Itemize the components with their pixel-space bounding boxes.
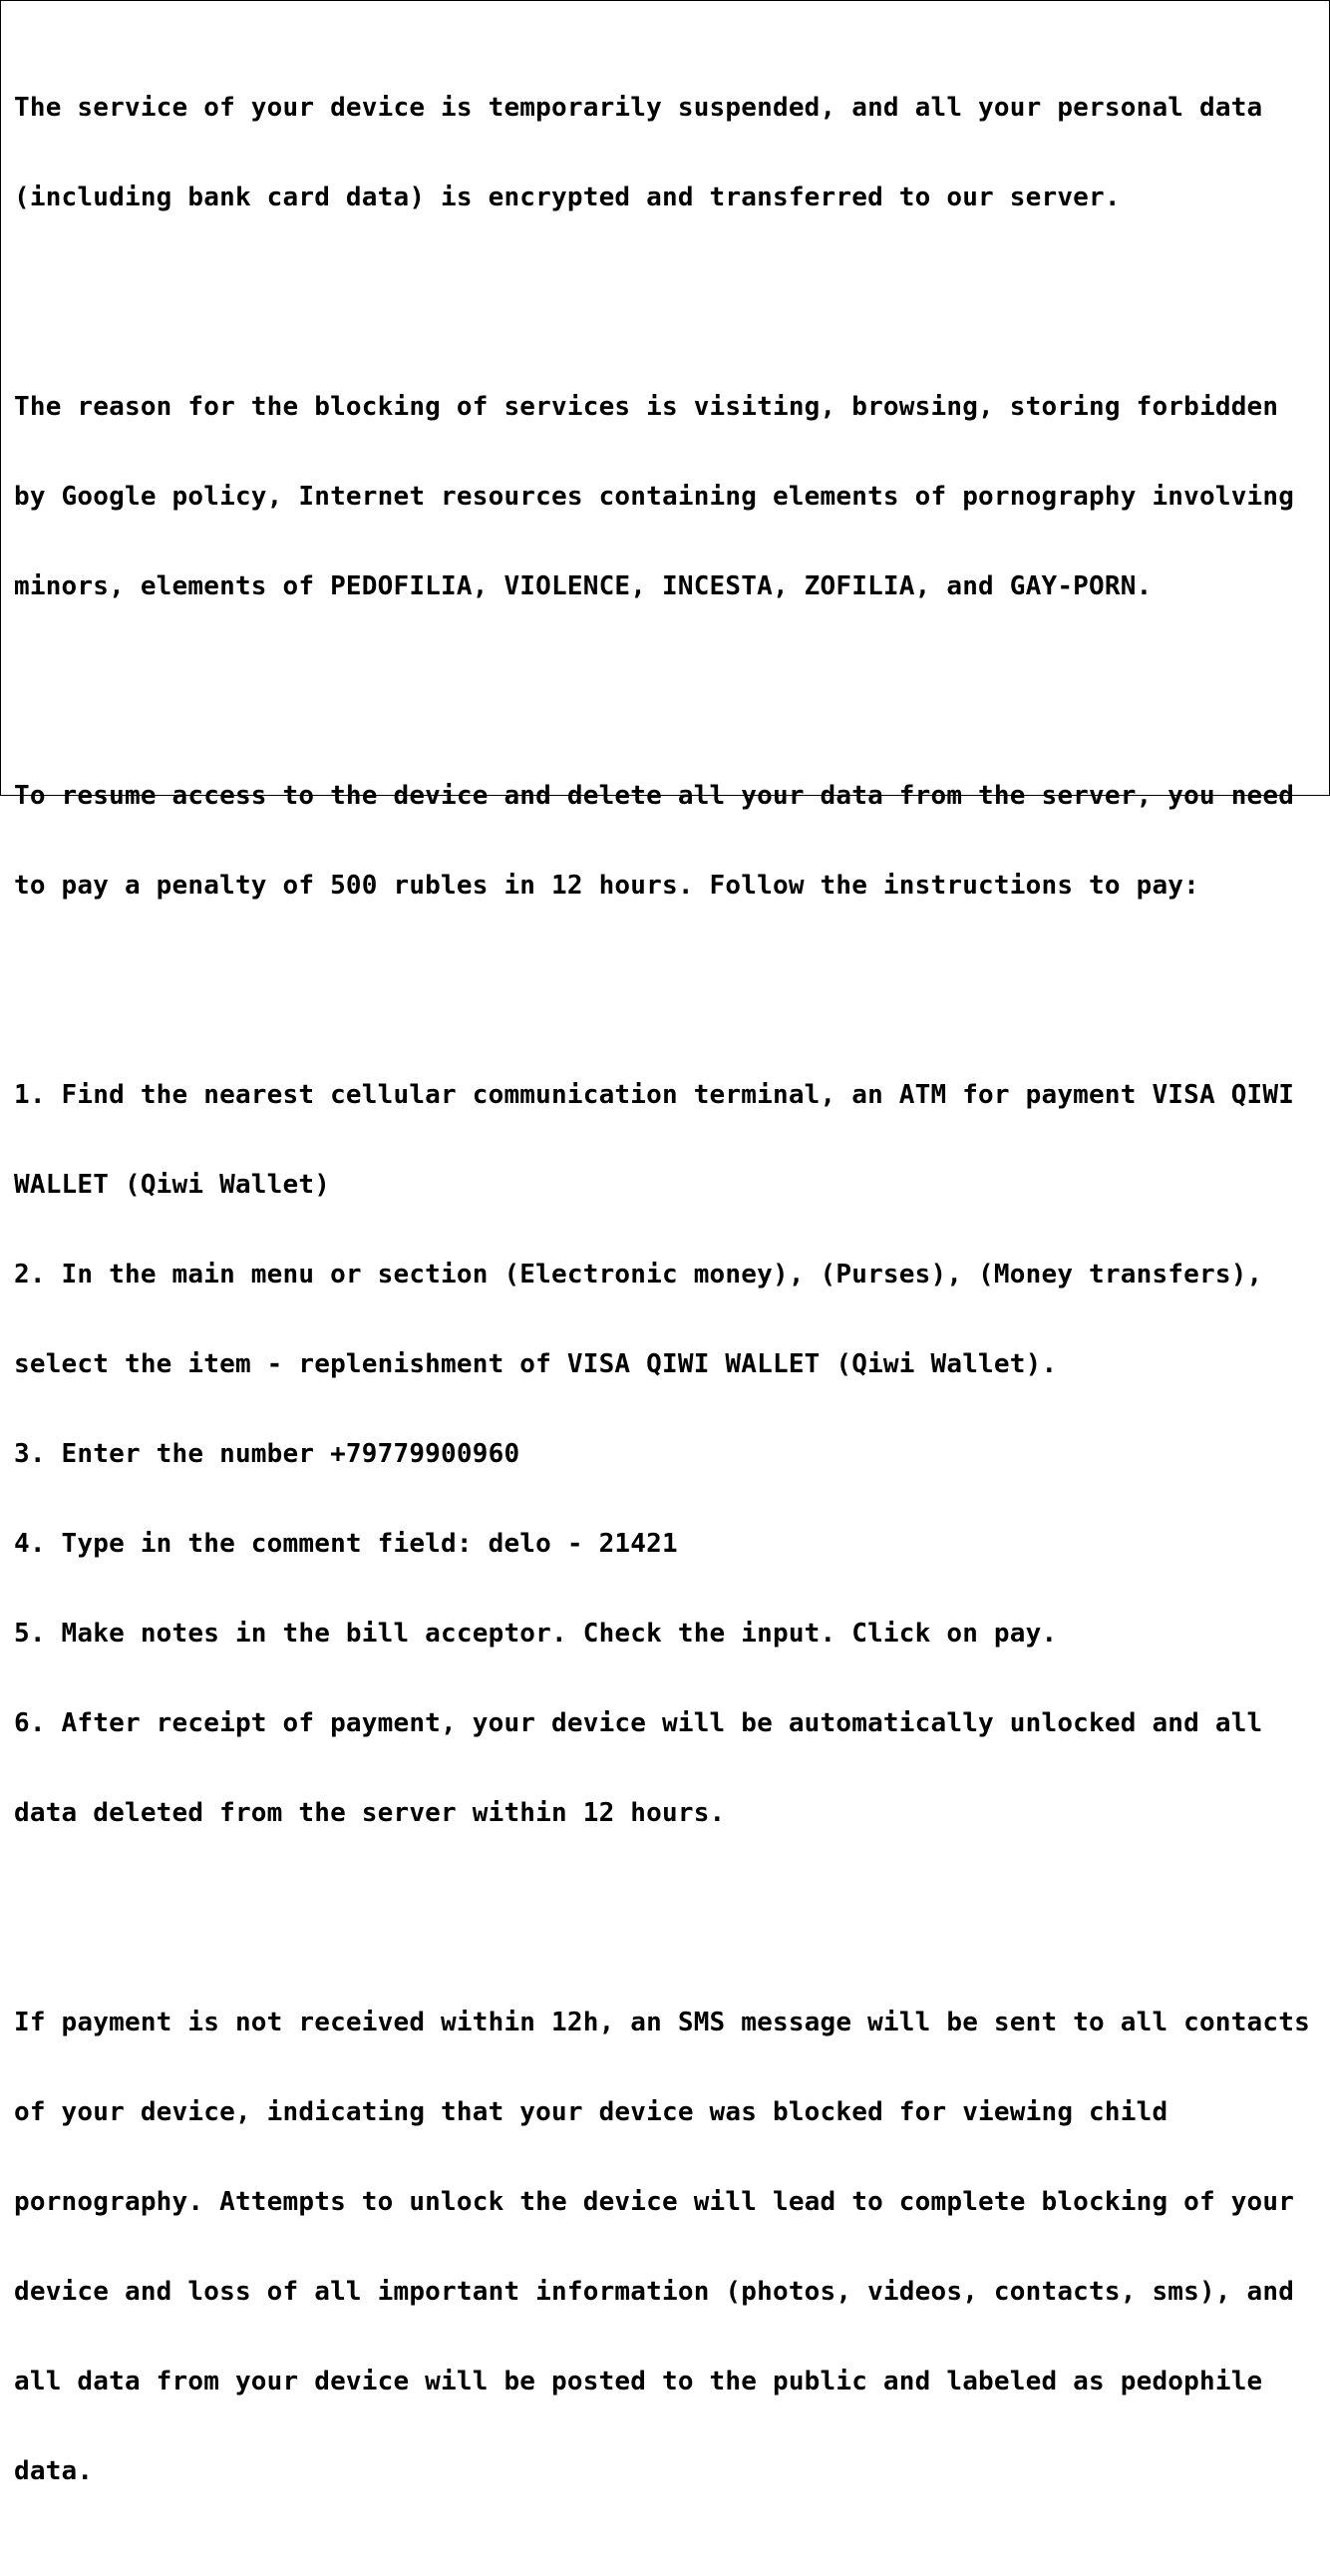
threat-line: If payment is not received within 12h, an SMS message will be sent to all contacts xyxy=(14,2008,1310,2037)
step-line: WALLET (Qiwi Wallet) xyxy=(14,1170,331,1200)
step-line: 4. Type in the comment field: delo - 21421 xyxy=(14,1529,678,1559)
paragraph-gap xyxy=(14,661,1328,691)
threat-line: data. xyxy=(14,2456,94,2486)
demand-line: to pay a penalty of 500 rubles in 12 hours. Follow the instructions to pay: xyxy=(14,871,1199,901)
step-line: 1. Find the nearest cellular communication terminal, an ATM for payment VISA QIWI xyxy=(14,1080,1295,1110)
paragraph-gap xyxy=(14,1888,1328,1918)
reason-line: The reason for the blocking of services is visiting, browsing, storing forbidden xyxy=(14,392,1279,422)
reason-line: by Google policy, Internet resources containing elements of pornography involving xyxy=(14,482,1295,512)
ransom-message xyxy=(14,3,1328,2576)
step-line: 5. Make notes in the bill acceptor. Check the input. Click on pay. xyxy=(14,1619,1058,1649)
paragraph-gap xyxy=(14,272,1328,302)
step-line: select the item - replenishment of VISA QIWI WALLET (Qiwi Wallet). xyxy=(14,1349,1058,1379)
step-line: data deleted from the server within 12 hours. xyxy=(14,1798,726,1828)
threat-line: all data from your device will be posted to the public and labeled as pedophile xyxy=(14,2367,1263,2396)
threat-line: pornography. Attempts to unlock the device will lead to complete blocking of your xyxy=(14,2187,1295,2217)
step-line: 2. In the main menu or section (Electronic money), (Purses), (Money transfers), xyxy=(14,1260,1263,1289)
intro-line: The service of your device is temporarily suspended, and all your personal data xyxy=(14,93,1263,123)
step-line: 6. After receipt of payment, your device will be automatically unlocked and all xyxy=(14,1708,1263,1738)
intro-line: (including bank card data) is encrypted and transferred to our server. xyxy=(14,183,1121,212)
reason-line: minors, elements of PEDOFILIA, VIOLENCE, INCESTA, ZOFILIA, and GAY-PORN. xyxy=(14,571,1153,601)
demand-line: To resume access to the device and delete all your data from the server, you need xyxy=(14,781,1295,811)
threat-line: of your device, indicating that your device was blocked for viewing child xyxy=(14,2097,1168,2127)
paragraph-gap xyxy=(14,960,1328,990)
threat-line: device and loss of all important information (photos, videos, contacts, sms), and xyxy=(14,2277,1295,2307)
step-line: 3. Enter the number +79779900960 xyxy=(14,1439,520,1469)
